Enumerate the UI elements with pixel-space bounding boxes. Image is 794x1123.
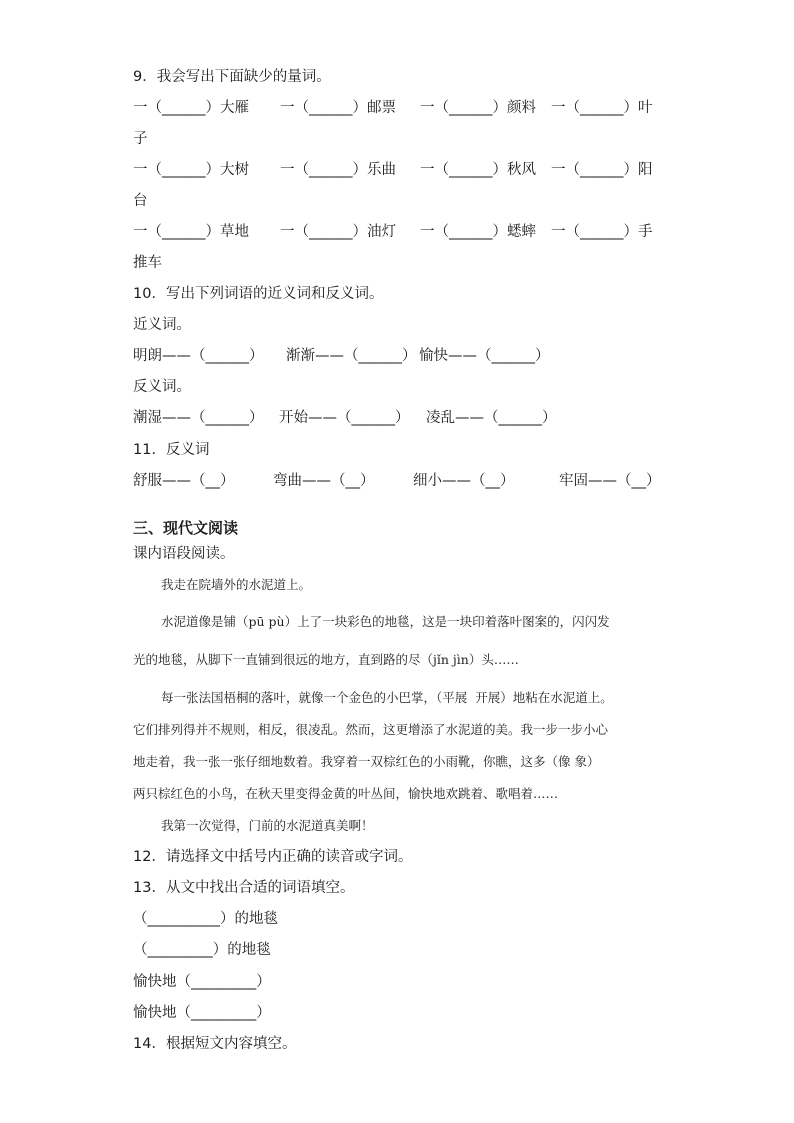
q9-item: 一（______）蟋蟀 [420, 224, 536, 240]
passage-paragraph: 光的地毯，从脚下一直铺到很远的地方，直到路的尽（jǐn jìn）头…… [133, 652, 519, 667]
q10-syn-label: 近义词。 [133, 317, 191, 333]
q13-line: 愉快地（_________） [133, 974, 271, 990]
q9-item: 一（______）大树 [133, 162, 249, 178]
q13-line: （_________）的地毯 [133, 942, 271, 958]
q10-ant-item: 开始——（______） [279, 410, 410, 426]
q10-ant-item: 凌乱——（______） [426, 410, 557, 426]
q10-syn-item: 渐渐——（______） [286, 348, 417, 364]
q9-item: 一（______）阳 [551, 162, 653, 178]
q10-ant-label: 反义词。 [133, 379, 191, 395]
passage-paragraph: 水泥道像是铺（pū pù）上了一块彩色的地毯，这是一块印着落叶图案的，闪闪发 [161, 614, 610, 629]
q10-ant-item: 潮湿——（______） [133, 410, 264, 426]
q9-wrap: 推车 [133, 255, 162, 271]
passage-paragraph: 两只棕红色的小鸟，在秋天里变得金黄的叶丛间，愉快地欢跳着、歌唱着…… [133, 786, 559, 801]
q11-item: 细小——（__） [413, 473, 515, 489]
q11-item: 舒服——（__） [133, 473, 235, 489]
q9-item: 一（______）叶 [551, 100, 653, 116]
q13-line: （__________）的地毯 [133, 911, 278, 927]
passage-paragraph: 地走着，我一张一张仔细地数着。我穿着一双棕红色的小雨靴，你瞧，这多（像 象） [133, 754, 600, 769]
q9-row-3 [133, 222, 663, 322]
q9-item: 一（______）乐曲 [280, 162, 396, 178]
q9-wrap: 子 [133, 131, 148, 147]
q9-item: 一（______）草地 [133, 224, 249, 240]
q13-line: 愉快地（_________） [133, 1005, 271, 1021]
passage-paragraph: 它们排列得并不规则，相反，很凌乱。然而，这更增添了水泥道的美。我一步一步小心 [133, 722, 609, 737]
section-subheading: 课内语段阅读。 [133, 546, 235, 562]
passage-paragraph: 每一张法国梧桐的落叶，就像一个金色的小巴掌，（平展 开展）地粘在水泥道上。 [161, 690, 613, 705]
q10-syn-item: 愉快——（______） [419, 348, 550, 364]
q9-item: 一（______）大雁 [133, 100, 249, 116]
q9-item: 一（______）油灯 [280, 224, 396, 240]
q11-item: 牢固——（__） [559, 473, 661, 489]
q12-title: 12．请选择文中括号内正确的读音或字词。 [133, 849, 413, 865]
q14-title: 14．根据短文内容填空。 [133, 1036, 297, 1052]
q10-syn-item: 明朗——（______） [133, 348, 264, 364]
q9-title: 9．我会写出下面缺少的量词。 [133, 69, 331, 85]
passage-paragraph: 我第一次觉得，门前的水泥道真美啊！ [161, 818, 374, 833]
q11-title: 11．反义词 [133, 442, 210, 458]
q9-item: 一（______）邮票 [280, 100, 396, 116]
q9-wrap: 台 [133, 193, 148, 209]
q13-title: 13．从文中找出合适的词语填空。 [133, 880, 355, 896]
passage-paragraph: 我走在院墙外的水泥道上。 [161, 577, 312, 592]
q9-item: 一（______）手 [551, 224, 653, 240]
q9-item: 一（______）秋风 [420, 162, 536, 178]
q10-title: 10．写出下列词语的近义词和反义词。 [133, 286, 384, 302]
q11-item: 弯曲——（__） [273, 473, 375, 489]
q9-item: 一（______）颜料 [420, 100, 536, 116]
section-heading: 三、现代文阅读 [133, 519, 239, 537]
